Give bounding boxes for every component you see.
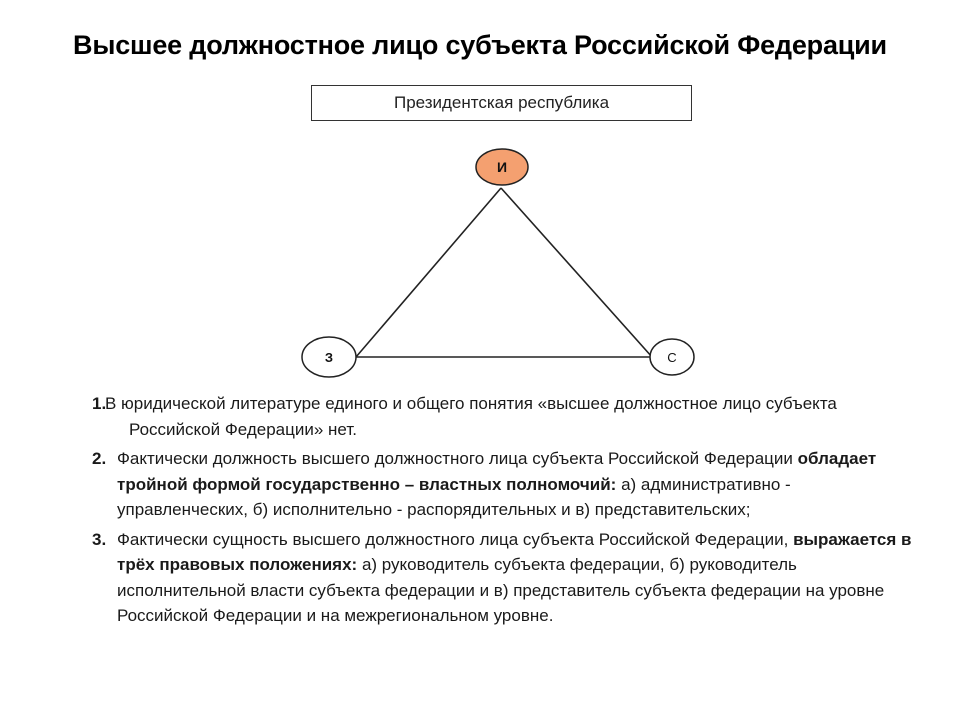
republic-type-label: Президентская республика (393, 93, 610, 112)
item-text: а) административно - управленческих, б) исполнительно - распорядительных и в) представительских; (117, 474, 791, 519)
item-bold-text: обладает тройной формой государственно – властных полномочий: (117, 449, 877, 494)
item-text: Фактически должность высшего должностного лица субъекта Российской Федерации (117, 449, 793, 468)
node-right-label: С (667, 350, 677, 365)
list-item (92, 446, 912, 523)
node-top (476, 149, 528, 185)
item-bold-text: выражается в трёх правовых положениях: (117, 529, 912, 574)
edge-top-left (356, 188, 501, 357)
list-item (92, 527, 912, 629)
edge-top-right (501, 188, 652, 357)
node-left-label: З (324, 350, 334, 365)
item-text: Фактически сущность высшего должностного лица субъекта Российской Федерации, (117, 529, 789, 549)
list-item (92, 391, 912, 442)
item-number: 3. (92, 529, 107, 549)
node-right (650, 339, 694, 375)
node-top-label: И (496, 159, 508, 175)
item-text: а) руководитель субъекта федерации, б) руководитель исполнительной власти субъекта федерации и в) представитель субъекта федерации на уровне Российской Федерации и на межрегиональном уровне. (117, 555, 885, 625)
item-text: В юридической литературе единого и общего понятия «высшее должностное лицо субъекта Российской Федерации» нет. (105, 394, 837, 439)
item-number: 1. (92, 394, 107, 413)
item-number: 2. (92, 449, 107, 468)
page-title: Высшее должностное лицо субъекта Российской Федерации (73, 30, 887, 60)
numbered-list (92, 391, 912, 633)
node-left (302, 337, 356, 377)
triangle (356, 188, 652, 357)
